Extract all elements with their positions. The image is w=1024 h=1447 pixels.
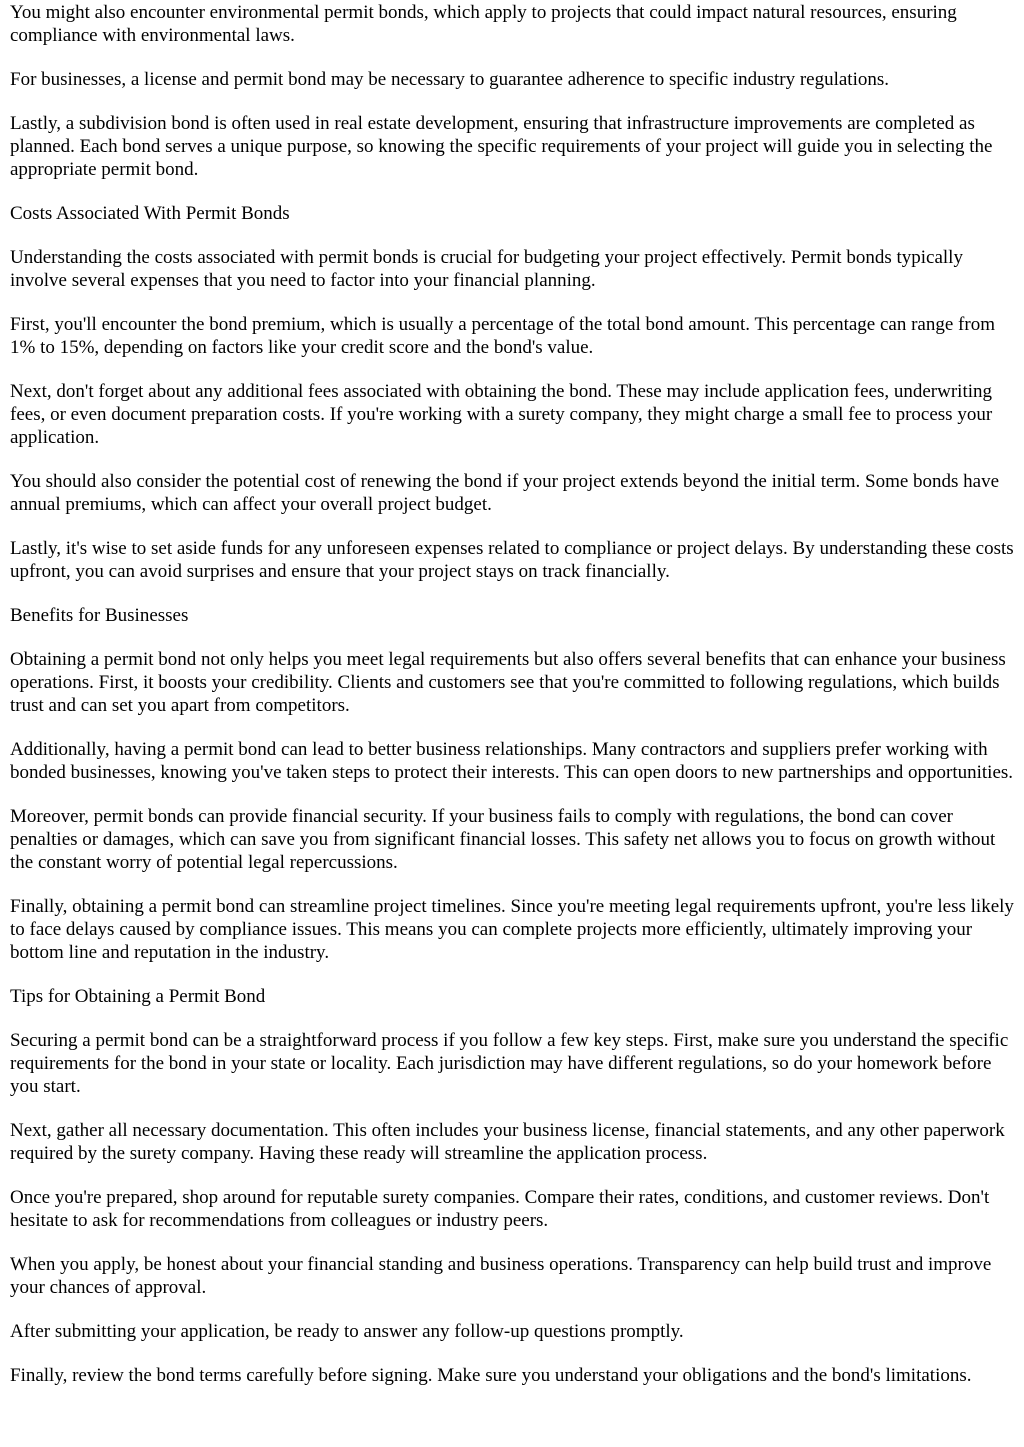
paragraph-benefits-credibility: Obtaining a permit bond not only helps you meet legal requirements but also offers several benefits that can enhance your business operations. First, it boosts your credibility. Clients and customers see that you're committed to following regulations, which builds trust and can set you apart from competitors. xyxy=(10,649,1006,716)
paragraph-tips-review-terms: Finally, review the bond terms carefully before signing. Make sure you understand your obligations and the bond's limitations. xyxy=(10,1365,972,1386)
paragraph-additional-fees: Next, don't forget about any additional fees associated with obtaining the bond. These may include application fees, underwriting fees, or even document preparation costs. If you're working with a surety company, they might charge a small fee to process your application. xyxy=(10,381,993,448)
document-body xyxy=(10,1,1014,1387)
paragraph-tips-honesty: When you apply, be honest about your financial standing and business operations. Transparency can help build trust and improve your chances of approval. xyxy=(10,1254,992,1298)
paragraph-benefits-security: Moreover, permit bonds can provide financial security. If your business fails to comply with regulations, the bond can cover penalties or damages, which can save you from significant financial losses. This safety net allows you to focus on growth without the constant worry of potential legal repercussions. xyxy=(10,806,996,873)
paragraph-unforeseen-expenses: Lastly, it's wise to set aside funds for any unforeseen expenses related to compliance or project delays. By understanding these costs upfront, you can avoid surprises and ensure that your project stays on track financially. xyxy=(10,538,1014,582)
paragraph-subdivision-bond: Lastly, a subdivision bond is often used in real estate development, ensuring that infrastructure improvements are completed as planned. Each bond serves a unique purpose, so knowing the specific requirements of your project will guide you in selecting the appropriate permit bond. xyxy=(10,113,993,180)
section-heading-benefits: Benefits for Businesses xyxy=(10,605,189,626)
paragraph-benefits-relationships: Additionally, having a permit bond can lead to better business relationships. Many contractors and suppliers prefer working with bonded businesses, knowing you've taken steps to protect their interests. This can open doors to new partnerships and opportunities. xyxy=(10,739,1014,783)
paragraph-tips-documentation: Next, gather all necessary documentation. This often includes your business license, financial statements, and any other paperwork required by the surety company. Having these ready will streamline the application process. xyxy=(10,1120,1005,1164)
paragraph-environmental-bonds: You might also encounter environmental permit bonds, which apply to projects that could impact natural resources, ensuring compliance with environmental laws. xyxy=(10,2,957,46)
paragraph-tips-follow-up: After submitting your application, be ready to answer any follow-up questions promptly. xyxy=(10,1321,684,1342)
paragraph-benefits-timelines: Finally, obtaining a permit bond can streamline project timelines. Since you're meeting legal requirements upfront, you're less likely to face delays caused by compliance issues. This means you can complete projects more efficiently, ultimately improving your bottom line and reputation in the industry. xyxy=(10,896,1014,963)
paragraph-tips-requirements: Securing a permit bond can be a straightforward process if you follow a few key steps. First, make sure you understand the specific requirements for the bond in your state or locality. Each jurisdiction may have different regulations, so do your homework before you start. xyxy=(10,1030,1009,1097)
paragraph-costs-intro: Understanding the costs associated with permit bonds is crucial for budgeting your project effectively. Permit bonds typically involve several expenses that you need to factor into your financial planning. xyxy=(10,247,963,291)
section-heading-tips: Tips for Obtaining a Permit Bond xyxy=(10,986,266,1007)
section-heading-costs: Costs Associated With Permit Bonds xyxy=(10,203,290,224)
paragraph-bond-premium: First, you'll encounter the bond premium, which is usually a percentage of the total bond amount. This percentage can range from 1% to 15%, depending on factors like your credit score and the bond's value. xyxy=(10,314,995,358)
paragraph-tips-shop-around: Once you're prepared, shop around for reputable surety companies. Compare their rates, conditions, and customer reviews. Don't hesitate to ask for recommendations from colleagues or industry peers. xyxy=(10,1187,990,1231)
paragraph-license-permit-bond: For businesses, a license and permit bond may be necessary to guarantee adherence to specific industry regulations. xyxy=(10,69,889,90)
paragraph-renewal-cost: You should also consider the potential cost of renewing the bond if your project extends beyond the initial term. Some bonds have annual premiums, which can affect your overall project budget. xyxy=(10,471,1000,515)
